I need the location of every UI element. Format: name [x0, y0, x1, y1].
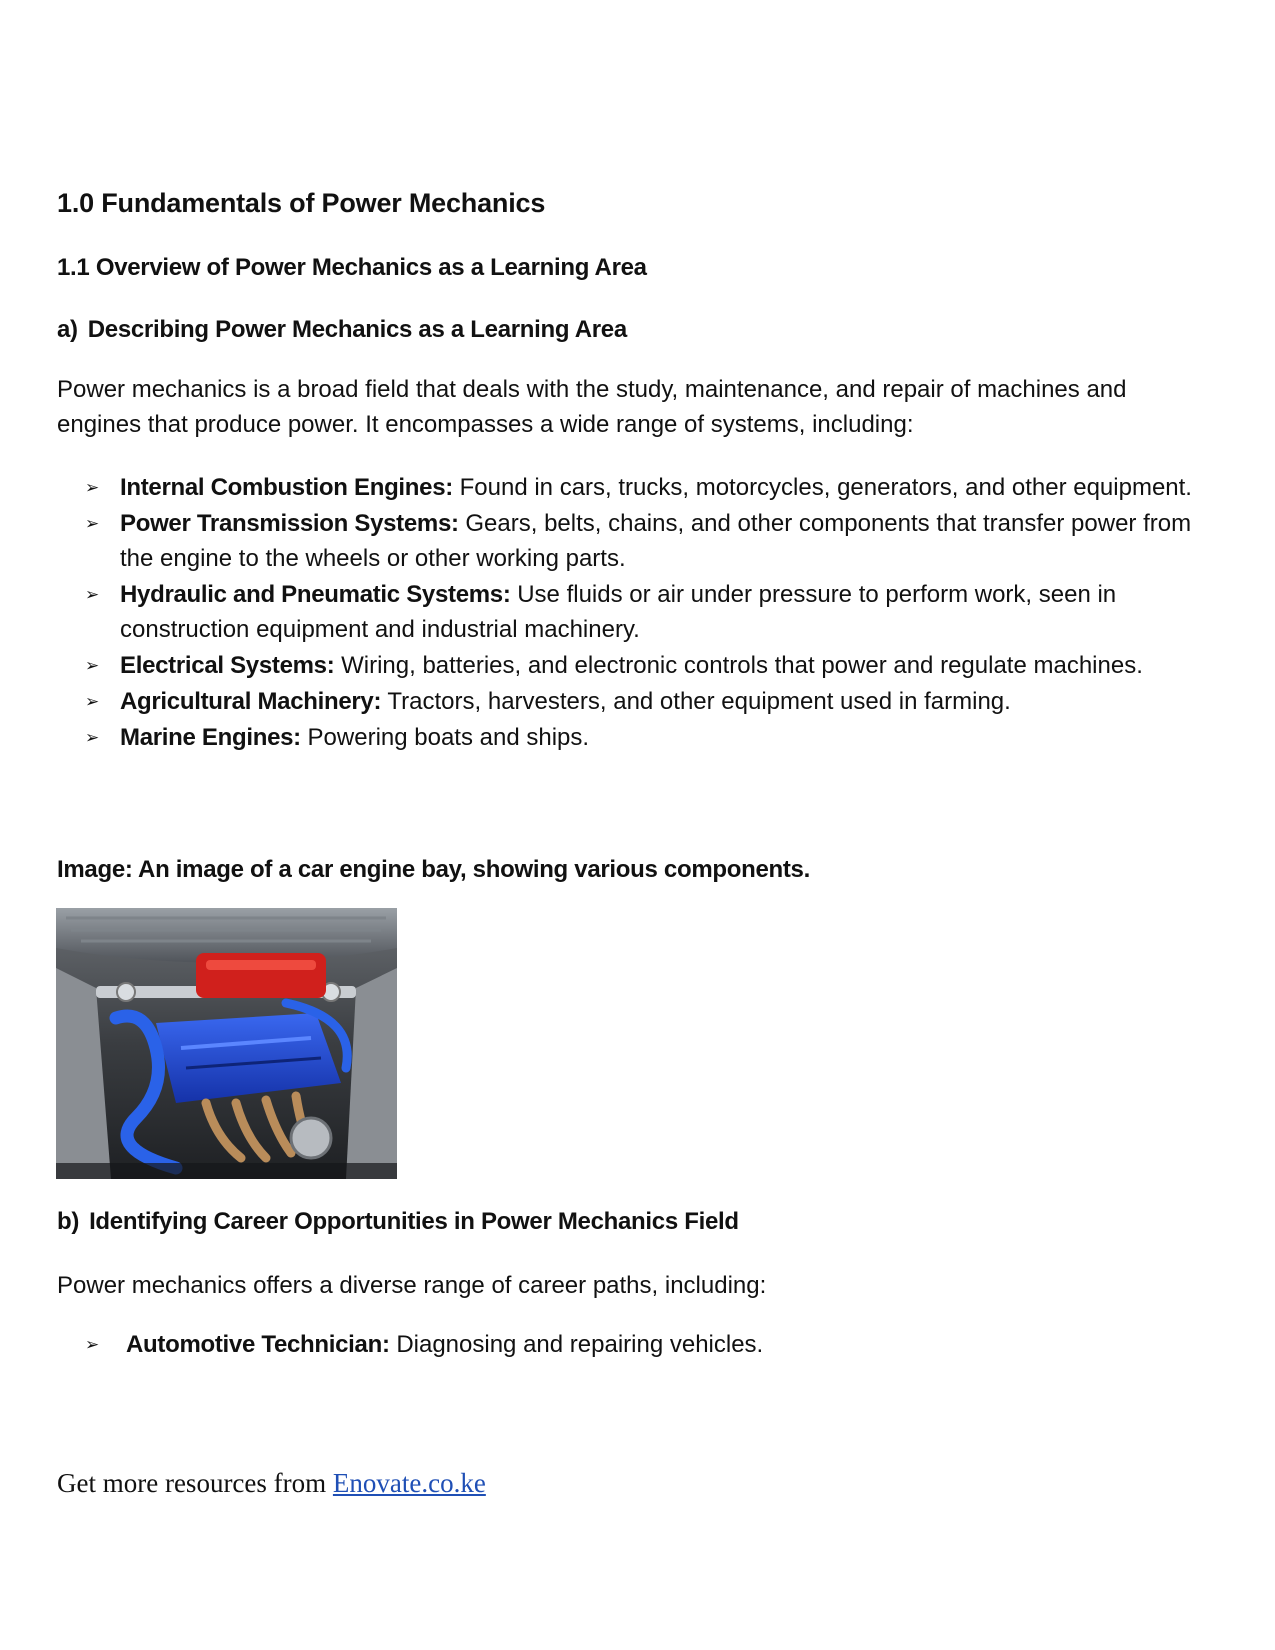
arrow-bullet-icon: ➢ [85, 728, 100, 747]
item-desc: Powering boats and ships. [300, 724, 590, 751]
item-desc: Wiring, batteries, and electronic controls that power and regulate machines. [334, 652, 1143, 679]
subsection-heading-b [57, 1208, 739, 1236]
arrow-bullet-icon: ➢ [85, 585, 100, 604]
careers-list [85, 1327, 1225, 1363]
subsection-marker-b: b) [57, 1208, 80, 1235]
item-term: Automotive Technician: [126, 1331, 390, 1358]
image-caption: Image: An image of a car engine bay, showing various components. [57, 856, 810, 883]
systems-list [85, 470, 1225, 756]
subsection-title-a: Describing Power Mechanics as a Learning Area [87, 316, 627, 343]
item-desc: Gears, belts, chains, and other components that transfer power from the engine to the wheels or other working parts. [120, 510, 1192, 572]
item-term: Power Transmission Systems: [120, 510, 459, 537]
item-desc: Tractors, harvesters, and other equipment used in farming. [381, 688, 1011, 715]
item-term: Electrical Systems: [120, 652, 335, 679]
list-item [85, 648, 1225, 683]
section-heading: 1.1 Overview of Power Mechanics as a Learning Area [57, 254, 647, 281]
arrow-bullet-icon: ➢ [85, 692, 100, 711]
item-desc: Use fluids or air under pressure to perform work, seen in construction equipment and industrial machinery. [120, 581, 1117, 643]
item-desc: Diagnosing and repairing vehicles. [389, 1331, 764, 1358]
item-term: Agricultural Machinery: [120, 688, 382, 715]
list-item [85, 720, 1225, 755]
arrow-bullet-icon: ➢ [85, 478, 100, 497]
footer-prefix: Get more resources from [57, 1468, 333, 1498]
list-item [85, 684, 1225, 719]
careers-intro-paragraph: Power mechanics offers a diverse range of career paths, including: [57, 1272, 767, 1299]
item-desc: Found in cars, trucks, motorcycles, generators, and other equipment. [452, 474, 1192, 501]
list-item [85, 470, 1225, 505]
arrow-bullet-icon: ➢ [85, 1335, 100, 1354]
item-term: Internal Combustion Engines: [120, 474, 453, 501]
item-term: Hydraulic and Pneumatic Systems: [120, 581, 511, 608]
subsection-heading-a [57, 316, 627, 344]
list-item [85, 506, 1225, 576]
intro-paragraph: Power mechanics is a broad field that deals with the study, maintenance, and repair of machines and engines that produce power. It encompasses a wide range of systems, including: [57, 376, 1127, 438]
enovate-link[interactable]: Enovate.co.ke [332, 1468, 486, 1498]
engine-bay-photo [56, 908, 397, 1179]
list-item [85, 577, 1225, 647]
subsection-marker-a: a) [57, 316, 78, 343]
item-term: Marine Engines: [120, 724, 301, 751]
footer-note [57, 1468, 486, 1499]
list-item [85, 1327, 1225, 1362]
arrow-bullet-icon: ➢ [85, 514, 100, 533]
subsection-title-b: Identifying Career Opportunities in Power Mechanics Field [89, 1208, 739, 1235]
page-title: 1.0 Fundamentals of Power Mechanics [57, 188, 546, 218]
arrow-bullet-icon: ➢ [85, 656, 100, 675]
